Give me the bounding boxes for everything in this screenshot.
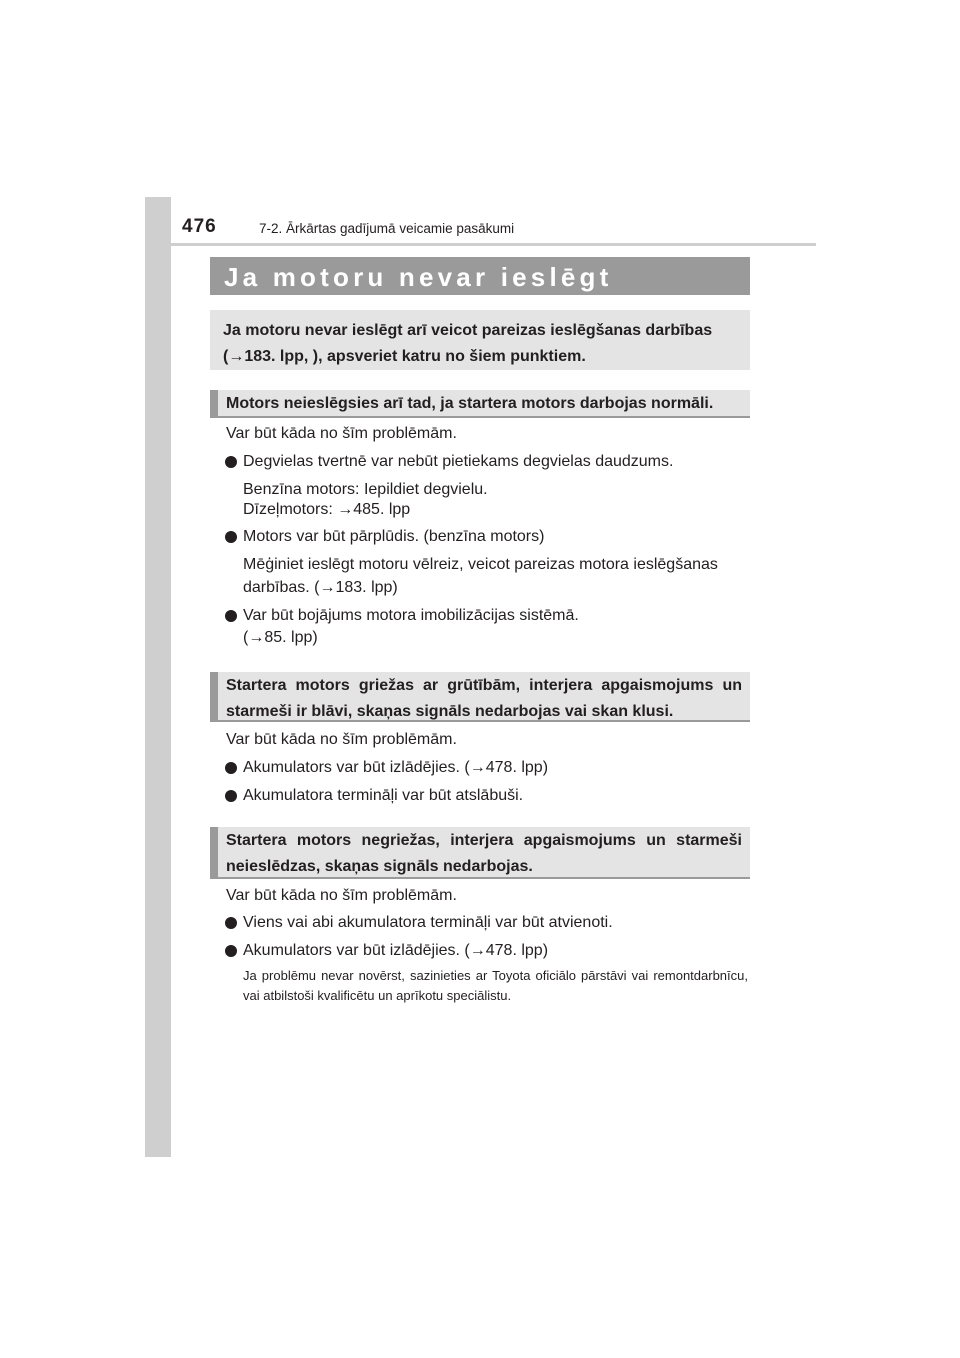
section-1-item-1: Degvielas tvertnē var nebūt pietiekams degvielas daudzums. <box>243 453 674 470</box>
section-3-item-1: Viens vai abi akumulatora termināļi var būt atvienoti. <box>243 914 613 931</box>
section-2-heading-box <box>210 672 750 722</box>
side-tab-bar <box>145 197 171 1157</box>
section-1-item-3: Var būt bojājums motora imobilizācijas sistēmā. <box>243 607 579 624</box>
bullet-icon <box>225 917 237 929</box>
section-1-item-2: Motors var būt pārplūdis. (benzīna motors) <box>243 528 545 545</box>
section-1-item-2-sub-2: darbības. (→183. lpp) <box>243 579 398 596</box>
section-2-lead: Var būt kāda no šīm problēmām. <box>226 731 457 748</box>
bullet-icon <box>225 762 237 774</box>
section-2-item-2: Akumulatora termināļi var būt atslābuši. <box>243 787 524 804</box>
section-3-item-2: Akumulators var būt izlādējies. (→478. lpp) <box>243 942 549 959</box>
section-title: 7-2. Ārkārtas gadījumā veicamie pasākumi <box>259 221 515 236</box>
page-title-bar <box>210 257 750 295</box>
page-title: Ja motoru nevar ieslēgt <box>224 262 613 292</box>
section-1-lead: Var būt kāda no šīm problēmām. <box>226 425 457 442</box>
intro-box <box>210 310 750 370</box>
section-1-heading: Motors neieslēgsies arī tad, ja startera motors darbojas normāli. <box>226 395 714 412</box>
header-background <box>171 197 816 243</box>
section-1-item-1-sub-2: Dīzeļmotors: →485. lpp <box>243 501 411 518</box>
section-2-item-1: Akumulators var būt izlādējies. (→478. lpp) <box>243 759 549 776</box>
section-3-note: Ja problēmu nevar novērst, sazinieties ar Toyota oficiālo pārstāvi vai remontdarbnīcu, vai atbilstoši kvalificētu un aprīkotu speciālistu. <box>243 968 748 1003</box>
intro-text: Ja motoru nevar ieslēgt arī veicot pareizas ieslēgšanas darbības (→183. lpp, ), apsveriet katru no šiem punktiem. <box>223 322 713 365</box>
bullet-icon <box>225 790 237 802</box>
bullet-icon <box>225 945 237 957</box>
section-3-heading: Startera motors negriežas, interjera apgaismojums un starmeši neieslēdzas, skaņas signāls nedarbojas. <box>226 832 742 875</box>
section-1-item-1-sub-1: Benzīna motors: Iepildiet degvielu. <box>243 481 488 498</box>
section-3-heading-box <box>210 827 750 879</box>
section-1-item-3-sub-1: (→85. lpp) <box>243 629 318 646</box>
header-rule <box>145 243 816 246</box>
section-2-heading: Startera motors griežas ar grūtībām, interjera apgaismojums un starmeši ir blāvi, skaņas signāls nedarbojas vai skan klusi. <box>226 677 742 720</box>
bullet-icon <box>225 531 237 543</box>
section-1-heading-box <box>210 390 750 418</box>
page-number: 476 <box>182 216 217 237</box>
bullet-icon <box>225 456 237 468</box>
bullet-icon <box>225 610 237 622</box>
section-1-item-2-sub-1: Mēģiniet ieslēgt motoru vēlreiz, veicot pareizas motora ieslēgšanas <box>243 556 718 573</box>
section-3-lead: Var būt kāda no šīm problēmām. <box>226 887 457 904</box>
